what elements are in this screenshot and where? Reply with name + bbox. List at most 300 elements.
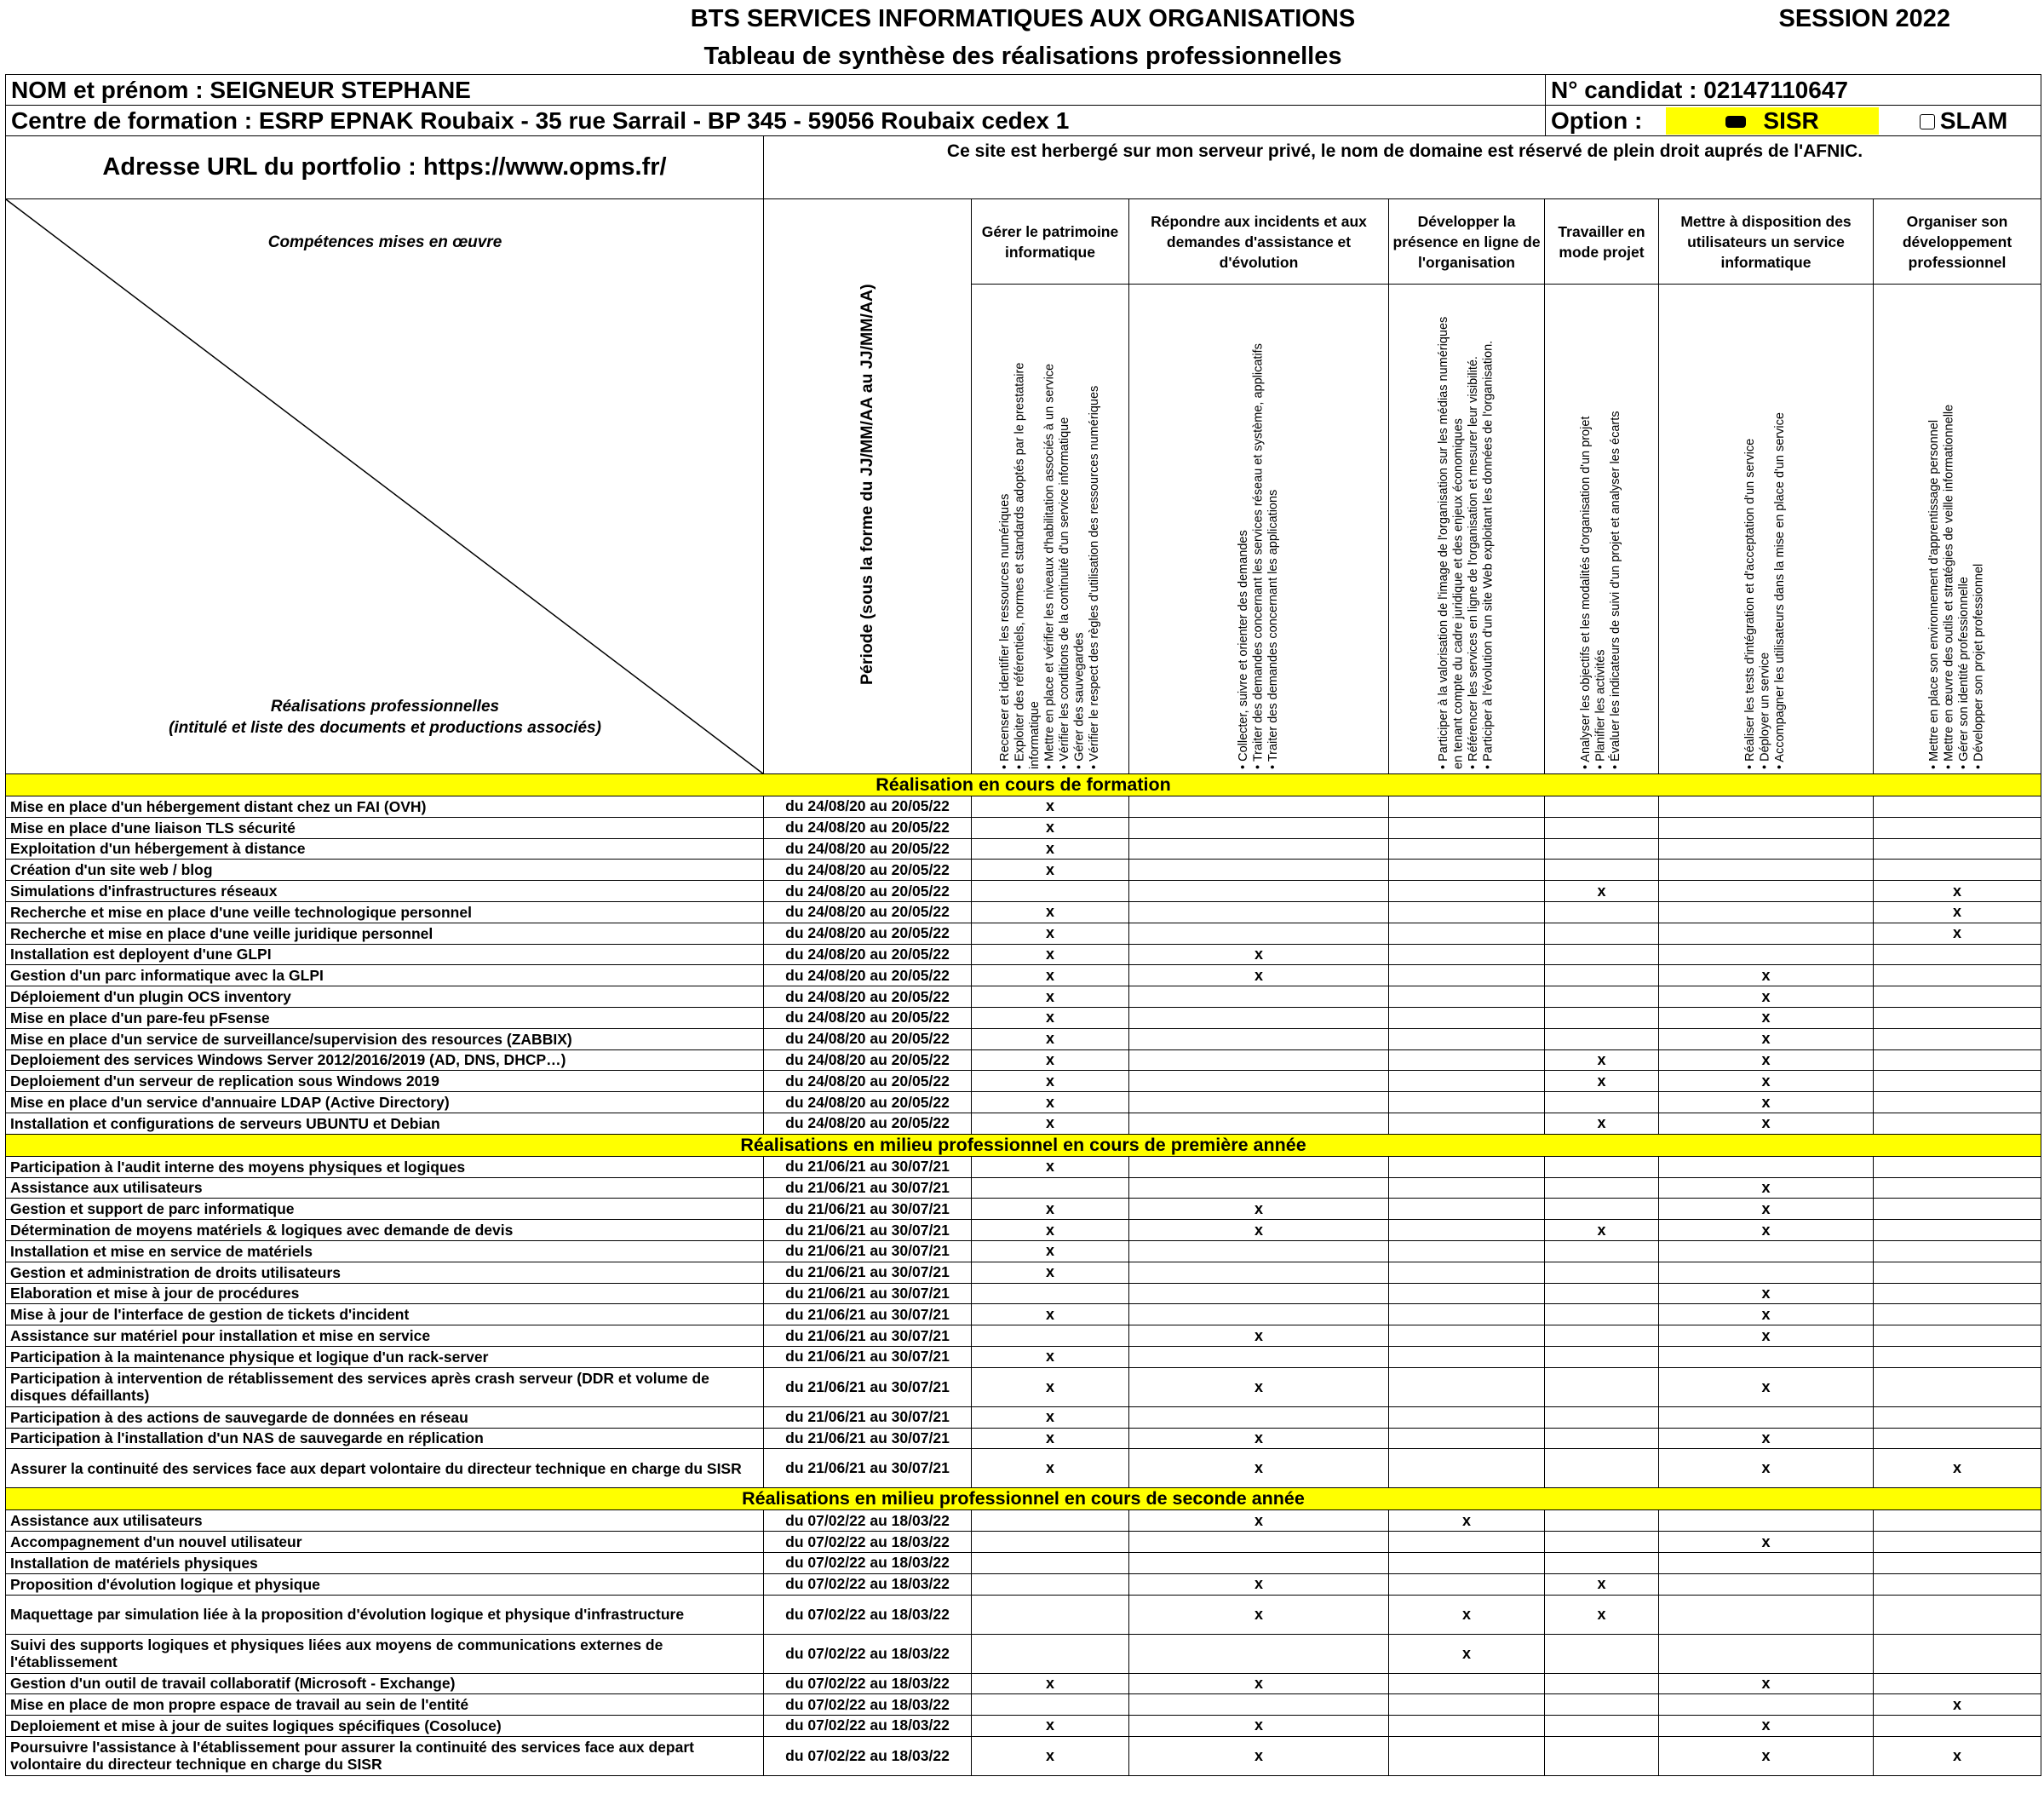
competence-mark: x xyxy=(972,1346,1129,1367)
competence-mark xyxy=(1545,1552,1659,1573)
competence-mark xyxy=(1129,838,1389,860)
bloc-items-4 xyxy=(1545,285,1659,774)
competence-mark xyxy=(1874,1304,2041,1325)
competence-mark xyxy=(1129,796,1389,818)
realisation-label: Participation à la maintenance physique et logique d'un rack-server xyxy=(6,1346,764,1367)
competence-mark xyxy=(1874,1510,2041,1532)
competence-mark: x xyxy=(972,1092,1129,1113)
period-cell: du 24/08/20 au 20/05/22 xyxy=(764,860,972,881)
competence-mark: x xyxy=(1659,1007,1874,1028)
table-row xyxy=(6,1028,2041,1049)
competence-mark xyxy=(1874,1595,2041,1634)
competence-mark xyxy=(1389,965,1545,986)
competence-mark xyxy=(1659,1406,1874,1428)
realisation-label: Accompagnement d'un nouvel utilisateur xyxy=(6,1532,764,1553)
competence-mark xyxy=(1874,1113,2041,1134)
competence-mark xyxy=(1129,1532,1389,1553)
competence-mark xyxy=(1659,838,1874,860)
diagonal-header-cell xyxy=(6,199,764,774)
realisation-label: Gestion et administration de droits utilisateurs xyxy=(6,1262,764,1283)
bloc-item: • Planifier les activités xyxy=(1593,649,1608,769)
realisation-label: Mise à jour de l'interface de gestion de tickets d'incident xyxy=(6,1304,764,1325)
period-cell: du 07/02/22 au 18/03/22 xyxy=(764,1673,972,1694)
competence-mark xyxy=(1129,1346,1389,1367)
option-cell xyxy=(1546,106,2041,136)
competence-mark: x xyxy=(1129,1367,1389,1406)
competence-mark xyxy=(1129,1007,1389,1028)
competence-mark: x xyxy=(972,1199,1129,1220)
competence-mark xyxy=(1129,1552,1389,1573)
competence-mark xyxy=(1659,923,1874,944)
competence-mark: x xyxy=(972,1220,1129,1241)
bloc-item: • Analyser les objectifs et les modalités d'organisation d'un projet xyxy=(1579,416,1593,769)
competence-mark xyxy=(1389,1367,1545,1406)
realisation-label: Deploiement d'un serveur de replication sous Windows 2019 xyxy=(6,1071,764,1092)
bloc-items-2 xyxy=(1129,285,1389,774)
period-cell: du 07/02/22 au 18/03/22 xyxy=(764,1552,972,1573)
competence-mark: x xyxy=(1659,1092,1874,1113)
competence-mark: x xyxy=(1659,1736,1874,1775)
competence-mark xyxy=(972,1532,1129,1553)
bloc-item: • Référencer les services en ligne de l'organisation et mesurer leur visibilité. xyxy=(1467,356,1480,769)
option-sisr[interactable] xyxy=(1666,107,1879,135)
competence-mark xyxy=(1659,1694,1874,1716)
period-cell: du 21/06/21 au 30/07/21 xyxy=(764,1240,972,1262)
period-cell: du 24/08/20 au 20/05/22 xyxy=(764,1049,972,1071)
competence-mark: x xyxy=(1545,1113,1659,1134)
realisation-label: Mise en place d'un service d'annuaire LDAP (Active Directory) xyxy=(6,1092,764,1113)
competence-mark xyxy=(1874,1199,2041,1220)
table-row xyxy=(6,1071,2041,1092)
table-row xyxy=(6,944,2041,965)
competence-mark xyxy=(1545,1736,1659,1775)
competence-mark: x xyxy=(972,1240,1129,1262)
table-row xyxy=(6,1673,2041,1694)
competence-mark: x xyxy=(972,1113,1129,1134)
bloc-item: • Déployer un service xyxy=(1758,652,1772,769)
competence-mark: x xyxy=(972,1049,1129,1071)
competence-mark: x xyxy=(972,1304,1129,1325)
competence-mark xyxy=(1659,1346,1874,1367)
competence-mark: x xyxy=(1129,1325,1389,1347)
table-row xyxy=(6,901,2041,923)
period-cell: du 21/06/21 au 30/07/21 xyxy=(764,1304,972,1325)
competence-mark xyxy=(1389,1304,1545,1325)
table-row xyxy=(6,860,2041,881)
period-cell: du 24/08/20 au 20/05/22 xyxy=(764,1028,972,1049)
bloc-item: • Accompagner les utilisateurs dans la mise en place d'un service xyxy=(1773,412,1788,769)
competence-mark: x xyxy=(1659,1532,1874,1553)
competence-mark xyxy=(1659,944,1874,965)
competence-mark: x xyxy=(1545,1071,1659,1092)
period-cell: du 24/08/20 au 20/05/22 xyxy=(764,1092,972,1113)
realisation-label: Deploiement des services Windows Server 2012/2016/2019 (AD, DNS, DHCP…) xyxy=(6,1049,764,1071)
competence-mark: x xyxy=(1545,1573,1659,1595)
bloc-item: • Participer à l'évolution d'un site Web exploitant les données de l'organisation. xyxy=(1481,340,1496,769)
bloc-items-1 xyxy=(972,285,1129,774)
competence-mark xyxy=(1545,1199,1659,1220)
competence-mark xyxy=(1389,1325,1545,1347)
bloc-items-6 xyxy=(1874,285,2041,774)
training-center: Centre de formation : ESRP EPNAK Roubaix - 35 rue Sarrail - BP 345 - 59056 Roubaix cedex 1 xyxy=(6,106,1546,136)
competence-mark xyxy=(1389,944,1545,965)
bloc-title-1: Gérer le patrimoine informatique xyxy=(972,199,1129,285)
competence-mark xyxy=(1545,817,1659,838)
competence-mark xyxy=(1874,1240,2041,1262)
table-row xyxy=(6,1240,2041,1262)
table-row xyxy=(6,1092,2041,1113)
realisation-label: Détermination de moyens matériels & logiques avec demande de devis xyxy=(6,1220,764,1241)
period-cell: du 24/08/20 au 20/05/22 xyxy=(764,796,972,818)
competence-mark xyxy=(1545,1283,1659,1304)
competence-mark xyxy=(1545,1240,1659,1262)
competence-mark xyxy=(1389,1177,1545,1199)
competence-mark xyxy=(1874,1262,2041,1283)
competence-mark xyxy=(1389,1113,1545,1134)
competence-mark xyxy=(1659,817,1874,838)
bloc-item: • Développer son projet professionnel xyxy=(1972,563,1986,769)
bloc-item: • Réaliser les tests d'intégration et d'acceptation d'un service xyxy=(1743,438,1758,769)
competence-mark xyxy=(1389,1694,1545,1716)
competence-mark xyxy=(1659,1573,1874,1595)
candidate-number: N° candidat : 02147110647 xyxy=(1546,75,2041,106)
competence-mark xyxy=(1874,1007,2041,1028)
competence-mark xyxy=(1389,1071,1545,1092)
competence-mark xyxy=(1545,860,1659,881)
realisation-label: Proposition d'évolution logique et physique xyxy=(6,1573,764,1595)
period-cell: du 07/02/22 au 18/03/22 xyxy=(764,1694,972,1716)
competence-mark xyxy=(1545,901,1659,923)
competence-mark xyxy=(1874,1156,2041,1177)
table-row xyxy=(6,1262,2041,1283)
competence-mark: x xyxy=(972,901,1129,923)
competence-mark xyxy=(1545,1406,1659,1428)
realisation-label: Installation et configurations de serveurs UBUNTU et Debian xyxy=(6,1113,764,1134)
competence-mark xyxy=(1545,1367,1659,1406)
competence-mark: x xyxy=(1659,1716,1874,1737)
competence-mark xyxy=(1389,1406,1545,1428)
competence-mark: x xyxy=(1545,1049,1659,1071)
competence-mark: x xyxy=(1874,881,2041,902)
competence-mark xyxy=(1874,838,2041,860)
option-label: Option : xyxy=(1551,106,1643,134)
competence-mark xyxy=(1389,817,1545,838)
competence-mark xyxy=(1389,881,1545,902)
bloc-title-5: Mettre à disposition des utilisateurs un service informatique xyxy=(1659,199,1874,285)
table-row xyxy=(6,1113,2041,1134)
table-row xyxy=(6,1304,2041,1325)
competence-mark xyxy=(1545,1694,1659,1716)
period-cell: du 21/06/21 au 30/07/21 xyxy=(764,1283,972,1304)
bloc-item: • Mettre en place son environnement d'apprentissage personnel xyxy=(1927,419,1941,769)
bloc-item: • Exploiter des référentiels, normes et standards adoptés par le prestataire informatique xyxy=(1013,362,1042,769)
table-row xyxy=(6,1156,2041,1177)
competence-mark: x xyxy=(972,1367,1129,1406)
competence-mark: x xyxy=(1874,1694,2041,1716)
competence-mark xyxy=(1874,1071,2041,1092)
competence-mark xyxy=(1129,1071,1389,1092)
bloc-item: • Participer à la valorisation de l'image de l'organisation sur les médias numériques en tenant compte du cadre juridique et des enjeux économiques xyxy=(1437,316,1466,769)
table-row xyxy=(6,1049,2041,1071)
realisation-label: Participation à l'installation d'un NAS de sauvegarde en réplication xyxy=(6,1428,764,1449)
period-cell: du 24/08/20 au 20/05/22 xyxy=(764,944,972,965)
competence-mark: x xyxy=(1659,1325,1874,1347)
competence-mark xyxy=(972,1510,1129,1532)
competence-mark: x xyxy=(1659,1113,1874,1134)
realisation-label: Suivi des supports logiques et physiques liées aux moyens de communications externes de l'établissement xyxy=(6,1634,764,1673)
table-row xyxy=(6,1532,2041,1553)
competence-mark: x xyxy=(972,838,1129,860)
option-slam[interactable] xyxy=(1920,107,2007,134)
period-cell: du 07/02/22 au 18/03/22 xyxy=(764,1573,972,1595)
realisation-label: Exploitation d'un hébergement à distance xyxy=(6,838,764,860)
period-cell: du 21/06/21 au 30/07/21 xyxy=(764,1177,972,1199)
section-title: Réalisation en cours de formation xyxy=(6,774,2041,796)
period-cell: du 21/06/21 au 30/07/21 xyxy=(764,1449,972,1488)
table-row xyxy=(6,1007,2041,1028)
period-cell: du 21/06/21 au 30/07/21 xyxy=(764,1406,972,1428)
realisation-label: Participation à intervention de rétablissement des services après crash serveur (DDR et volume de disques défaillants) xyxy=(6,1367,764,1406)
competence-mark: x xyxy=(1389,1510,1545,1532)
competence-mark xyxy=(1874,860,2041,881)
competence-mark xyxy=(1389,1736,1545,1775)
competence-mark xyxy=(1129,1049,1389,1071)
competence-mark xyxy=(1389,901,1545,923)
realisations-sublabel: (intitulé et liste des documents et productions associés) xyxy=(169,719,601,737)
competence-mark: x xyxy=(972,817,1129,838)
period-cell: du 24/08/20 au 20/05/22 xyxy=(764,1113,972,1134)
bloc-title-3: Développer la présence en ligne de l'organisation xyxy=(1389,199,1545,285)
bloc-items-3 xyxy=(1389,285,1545,774)
realisation-label: Installation de matériels physiques xyxy=(6,1552,764,1573)
period-cell: du 24/08/20 au 20/05/22 xyxy=(764,923,972,944)
competence-mark: x xyxy=(1659,1304,1874,1325)
period-cell: du 21/06/21 au 30/07/21 xyxy=(764,1220,972,1241)
competence-mark: x xyxy=(1129,1220,1389,1241)
competence-mark xyxy=(1545,986,1659,1008)
competence-mark: x xyxy=(1129,1428,1389,1449)
competence-mark xyxy=(1545,1532,1659,1553)
realisation-label: Recherche et mise en place d'une veille juridique personnel xyxy=(6,923,764,944)
competence-mark xyxy=(1389,860,1545,881)
competence-mark xyxy=(1874,1406,2041,1428)
competence-mark: x xyxy=(972,860,1129,881)
competence-mark xyxy=(972,1325,1129,1347)
competence-mark xyxy=(1545,1428,1659,1449)
competence-mark xyxy=(1659,1510,1874,1532)
competence-mark xyxy=(1874,965,2041,986)
competence-mark xyxy=(972,881,1129,902)
competence-mark xyxy=(1545,1346,1659,1367)
table-row xyxy=(6,1736,2041,1775)
table-row xyxy=(6,965,2041,986)
competence-mark xyxy=(1129,901,1389,923)
option-sisr-label: SISR xyxy=(1763,106,1819,134)
section-title: Réalisations en milieu professionnel en cours de première année xyxy=(6,1134,2041,1156)
competence-mark xyxy=(1545,1634,1659,1673)
competence-mark xyxy=(1129,1262,1389,1283)
competence-mark xyxy=(1545,923,1659,944)
competence-mark: x xyxy=(1659,1177,1874,1199)
competence-mark xyxy=(1874,1177,2041,1199)
competence-mark xyxy=(1129,1177,1389,1199)
competence-mark: x xyxy=(1659,1367,1874,1406)
realisation-label: Gestion d'un parc informatique avec la GLPI xyxy=(6,965,764,986)
competence-mark xyxy=(1874,1028,2041,1049)
realisation-label: Installation est deployent d'une GLPI xyxy=(6,944,764,965)
realisation-label: Assistance sur matériel pour installation et mise en service xyxy=(6,1325,764,1347)
competence-mark xyxy=(1129,881,1389,902)
bloc-item: • Gérer son identité professionnelle xyxy=(1957,577,1971,769)
competence-mark xyxy=(1389,1283,1545,1304)
realisation-label: Création d'un site web / blog xyxy=(6,860,764,881)
period-cell: du 07/02/22 au 18/03/22 xyxy=(764,1716,972,1737)
competence-mark xyxy=(1129,817,1389,838)
competence-mark xyxy=(1389,1240,1545,1262)
period-cell: du 24/08/20 au 20/05/22 xyxy=(764,1071,972,1092)
realisation-label: Assistance aux utilisateurs xyxy=(6,1510,764,1532)
realisation-label: Mise en place d'un pare-feu pFsense xyxy=(6,1007,764,1028)
realisation-label: Assistance aux utilisateurs xyxy=(6,1177,764,1199)
realisation-label: Poursuivre l'assistance à l'établissement pour assurer la continuité des services face aux depart volontaire du directeur technique en charge du SISR xyxy=(6,1736,764,1775)
bloc-item: • Traiter des demandes concernant les applications xyxy=(1266,489,1280,769)
competence-mark: x xyxy=(1874,1449,2041,1488)
bloc-items-5 xyxy=(1659,285,1874,774)
realisation-label: Mise en place de mon propre espace de travail au sein de l'entité xyxy=(6,1694,764,1716)
realisation-label: Participation à l'audit interne des moyens physiques et logiques xyxy=(6,1156,764,1177)
competence-mark xyxy=(1874,1346,2041,1367)
document-subtitle: Tableau de synthèse des réalisations professionnelles xyxy=(703,43,1342,70)
competence-mark: x xyxy=(972,1716,1129,1737)
competence-mark: x xyxy=(1874,1736,2041,1775)
competence-mark xyxy=(972,1283,1129,1304)
competence-mark: x xyxy=(972,923,1129,944)
bloc-item: • Mettre en œuvre des outils et stratégies de veille informationnelle xyxy=(1942,404,1956,769)
realisation-label: Mise en place d'un hébergement distant chez un FAI (OVH) xyxy=(6,796,764,818)
competence-mark xyxy=(1874,1673,2041,1694)
competence-mark xyxy=(972,1595,1129,1634)
competence-mark xyxy=(1129,1028,1389,1049)
competence-mark: x xyxy=(1129,1449,1389,1488)
period-cell: du 21/06/21 au 30/07/21 xyxy=(764,1346,972,1367)
section-title: Réalisations en milieu professionnel en cours de seconde année xyxy=(6,1488,2041,1510)
realisation-label: Deploiement et mise à jour de suites logiques spécifiques (Cosoluce) xyxy=(6,1716,764,1737)
table-row xyxy=(6,1346,2041,1367)
competence-mark: x xyxy=(1129,944,1389,965)
competence-mark xyxy=(1874,944,2041,965)
competence-mark xyxy=(1545,965,1659,986)
realisation-label: Mise en place d'une liaison TLS sécurité xyxy=(6,817,764,838)
competence-mark xyxy=(1389,1007,1545,1028)
competence-mark xyxy=(1389,986,1545,1008)
competence-mark xyxy=(972,1552,1129,1573)
competence-mark xyxy=(972,1634,1129,1673)
session-label: SESSION 2022 xyxy=(1778,5,1950,32)
competence-mark: x xyxy=(972,1736,1129,1775)
table-row xyxy=(6,923,2041,944)
competence-mark: x xyxy=(1129,1595,1389,1634)
document-title: BTS SERVICES INFORMATIQUES AUX ORGANISATIONS xyxy=(690,5,1356,32)
bloc-item: • Mettre en place et vérifier les niveaux d'habilitation associés à un service xyxy=(1042,363,1057,769)
competence-mark: x xyxy=(1659,1071,1874,1092)
competence-mark: x xyxy=(972,1007,1129,1028)
competence-mark xyxy=(1129,1240,1389,1262)
competence-mark xyxy=(1874,1716,2041,1737)
section-header xyxy=(6,774,2041,796)
competence-mark xyxy=(1545,838,1659,860)
table-row xyxy=(6,1716,2041,1737)
competence-mark xyxy=(1389,923,1545,944)
realisation-label: Assurer la continuité des services face aux depart volontaire du directeur technique en charge du SISR xyxy=(6,1449,764,1488)
section-header xyxy=(6,1134,2041,1156)
competence-mark xyxy=(1129,1634,1389,1673)
period-cell: du 24/08/20 au 20/05/22 xyxy=(764,965,972,986)
realisations-label: Réalisations professionnelles xyxy=(270,698,500,716)
competence-mark: x xyxy=(972,1428,1129,1449)
competence-mark xyxy=(1659,1552,1874,1573)
competence-mark: x xyxy=(1659,1220,1874,1241)
competence-mark: x xyxy=(1659,1049,1874,1071)
competence-mark xyxy=(1545,1177,1659,1199)
competences-label: Compétences mises en œuvre xyxy=(267,233,502,251)
candidate-name: NOM et prénom : SEIGNEUR STEPHANE xyxy=(6,75,1546,106)
checked-box-icon xyxy=(1725,116,1746,128)
competence-mark: x xyxy=(972,965,1129,986)
competence-mark: x xyxy=(1545,881,1659,902)
competence-mark xyxy=(1545,1156,1659,1177)
realisation-label: Mise en place d'un service de surveillance/supervision des resources (ZABBIX) xyxy=(6,1028,764,1049)
table-row xyxy=(6,1510,2041,1532)
realisation-label: Installation et mise en service de matériels xyxy=(6,1240,764,1262)
competence-mark: x xyxy=(972,1406,1129,1428)
bloc-item: • Collecter, suivre et orienter des demandes xyxy=(1236,530,1250,769)
period-cell: du 07/02/22 au 18/03/22 xyxy=(764,1510,972,1532)
competence-mark xyxy=(1389,1716,1545,1737)
competence-mark xyxy=(1874,1283,2041,1304)
competence-mark: x xyxy=(1545,1220,1659,1241)
competence-mark xyxy=(1389,1220,1545,1241)
period-header-label: Période (sous la forme du JJ/MM/AA au JJ/MM/AA) xyxy=(858,284,876,685)
section-header xyxy=(6,1488,2041,1510)
table-row xyxy=(6,1367,2041,1406)
portfolio-url[interactable]: Adresse URL du portfolio : https://www.opms.fr/ xyxy=(6,136,764,199)
competence-mark: x xyxy=(1129,965,1389,986)
competence-mark: x xyxy=(1129,1716,1389,1737)
competence-mark xyxy=(1389,1049,1545,1071)
period-cell: du 21/06/21 au 30/07/21 xyxy=(764,1367,972,1406)
table-row xyxy=(6,1220,2041,1241)
competence-mark: x xyxy=(972,796,1129,818)
competence-mark xyxy=(1545,1028,1659,1049)
period-cell: du 24/08/20 au 20/05/22 xyxy=(764,881,972,902)
table-row xyxy=(6,986,2041,1008)
competence-mark xyxy=(1874,1049,2041,1071)
competence-mark xyxy=(1874,796,2041,818)
realisation-label: Elaboration et mise à jour de procédures xyxy=(6,1283,764,1304)
realisation-label: Déploiement d'un plugin OCS inventory xyxy=(6,986,764,1008)
competence-mark xyxy=(1389,1028,1545,1049)
bloc-item: • Gérer des sauvegardes xyxy=(1072,632,1087,769)
competence-mark xyxy=(1389,1532,1545,1553)
competence-mark: x xyxy=(1389,1634,1545,1673)
competence-mark xyxy=(1129,1113,1389,1134)
unchecked-box-icon xyxy=(1920,114,1935,129)
period-cell: du 21/06/21 au 30/07/21 xyxy=(764,1325,972,1347)
competence-mark xyxy=(1545,1092,1659,1113)
competence-mark xyxy=(1129,1092,1389,1113)
competence-mark xyxy=(972,1694,1129,1716)
competence-mark: x xyxy=(972,1262,1129,1283)
